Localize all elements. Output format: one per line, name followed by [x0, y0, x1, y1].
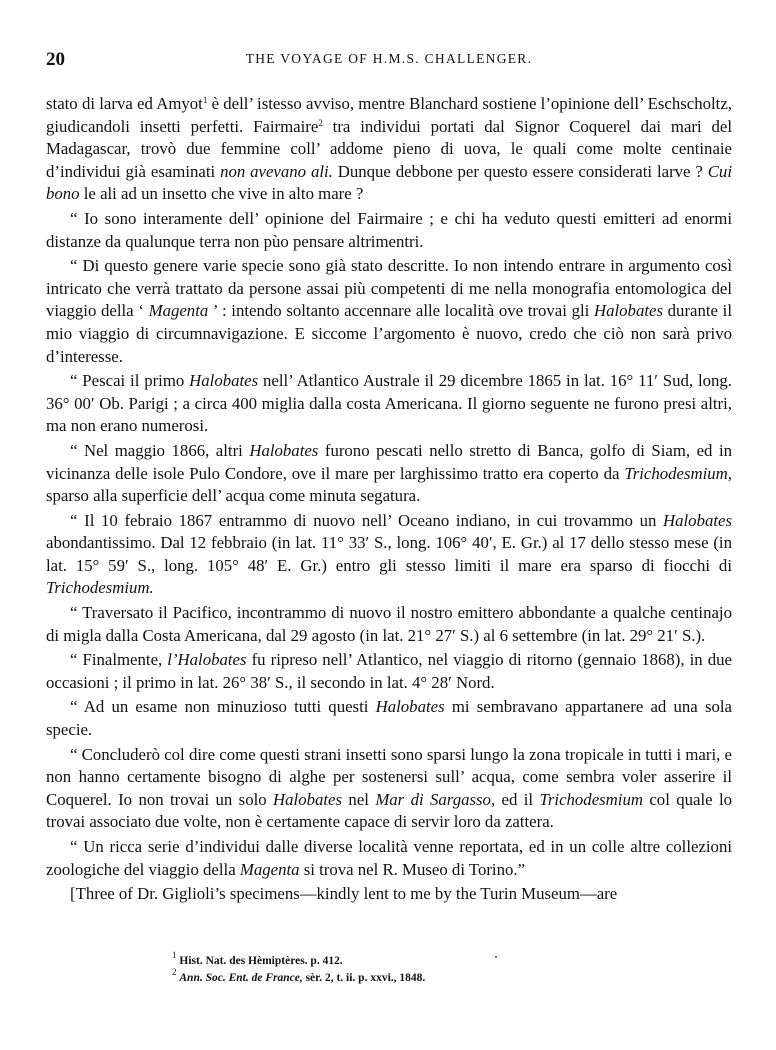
- paragraph-8: “ Finalmente, l’Halobates fu ripreso nell’ Atlantico, nel viaggio di ritorno (gennaio 1868), in due occasioni ; il primo in lat. 26° 38′ S., il secondo in lat. 4° 28′ Nord.: [46, 650, 732, 692]
- paragraph-11: “ Un ricca serie d’individui dalle diverse località venne reportata, ed in un colle altre collezioni zoologiche del viaggio della Magenta si trova nel R. Museo di Torino.”: [46, 837, 732, 879]
- footnote-ref-1: 1: [202, 95, 208, 105]
- paragraph-4: “ Pescai il primo Halobates nell’ Atlantico Australe il 29 dicembre 1865 in lat. 16° 11′ Sud, long. 36° 00′ Ob. Parigi ; a circa 400 miglia dalla costa Americana. Il giorno seguente ne furono presi altri, ma non erano numerosi.: [46, 371, 732, 436]
- paragraph-6: “ Il 10 febraio 1867 entrammo di nuovo nell’ Oceano indiano, in cui trovammo un Halobates abondantissimo. Dal 12 febbraio (in lat. 11° 33′ S., long. 106° 40′, E. Gr.) al 17 dello stesso mese (in lat. 15° 59′ S., long. 105° 48′ E. Gr.) entro gli stesso limiti il mare era sparso di fiocchi di Trichodesmium.: [46, 510, 732, 598]
- page-number: 20: [46, 49, 65, 70]
- footnote-1: $^1$ Hist. Nat. des Hèmiptères. p. 412.: [172, 950, 343, 967]
- footnote-ref-2: 2: [318, 117, 323, 128]
- footnotes: [172, 950, 426, 987]
- paragraph-10: “ Concluderò col dire come questi strani insetti sono sparsi lungo la zona tropicale in tutti i mari, e non hanno certamente bisogno di alghe per sostenersi sull’ acqua, come sembra voler asserire il Coquerel. Io non trovai un solo Halobates nel Mar di Sargasso, ed il Trichodesmium col quale lo trovai associato due volte, non è certamente capace di servir loro da zattera.: [46, 744, 733, 832]
- running-title: THE VOYAGE OF H.M.S. CHALLENGER.: [245, 51, 533, 66]
- footnote-2: $^2$ Ann. Soc. Ent. de France, sèr. 2, t. ii. p. xxvi., 1848.: [172, 967, 426, 984]
- page-header: [46, 49, 732, 71]
- print-speck: [495, 956, 497, 958]
- body-text: [46, 93, 732, 908]
- paragraph-12: [Three of Dr. Giglioli’s specimens—kindly lent to me by the Turin Museum—are: [70, 884, 618, 904]
- paragraph-3: “ Di questo genere varie specie sono già stato descritte. Io non intendo entrare in argumento così intricato che verrà trattato da persone assai più competenti di me nella monografia entomologica del viaggio della ‘ Magenta ’ : intendo soltanto accennare alle località ove trovai gli Halobates durante il mio viaggio di circumnavigazione. E siccome l’argomento è nuovo, credo che ciò non sarà privo d’interesse.: [46, 256, 732, 366]
- paragraph-1: stato di larva ed Amyot$^1$ è dell’ istesso avviso, mentre Blanchard sostiene l’opinione dell’ Eschscholtz, giudicandoli insetti perfetti. Fairmaire$^2$ tra individui portati dal Signor Coquerel dai mari del Madagascar, trovò due femmine coll’ addome pieno di uova, le quali come molte centinaie d’individui già esaminati non avevano ali. Dunque debbone per questo essere considerati larve ? Cui bono le ali ad un insetto che vive in alto mare ?: [46, 94, 733, 204]
- paragraph-9: “ Ad un esame non minuzioso tutti questi Halobates mi sembravano appartanere ad una sola specie.: [46, 697, 732, 740]
- paragraph-5: “ Nel maggio 1866, altri Halobates furono pescati nello stretto di Banca, golfo di Siam, ed in vicinanza delle isole Pulo Condore, ove il mare per larghissimo tratto era coperto da Trichodesmium, sparso alla superficie dell’ acqua come minuta segatura.: [46, 440, 732, 506]
- paragraph-2: “ Io sono interamente dell’ opinione del Fairmaire ; e chi ha veduto questi emitteri ad enormi distanze da qualunque terra non pùo pensare altrimentri.: [46, 208, 732, 251]
- paragraph-7: “ Traversato il Pacifico, incontrammo di nuovo il nostro emittero abbondante a qualche centinajo di migla dalla Costa Americana, dal 29 agosto (in lat. 21° 27′ S.) al 6 settembre (in lat. 29° 21′ S.).: [46, 603, 732, 645]
